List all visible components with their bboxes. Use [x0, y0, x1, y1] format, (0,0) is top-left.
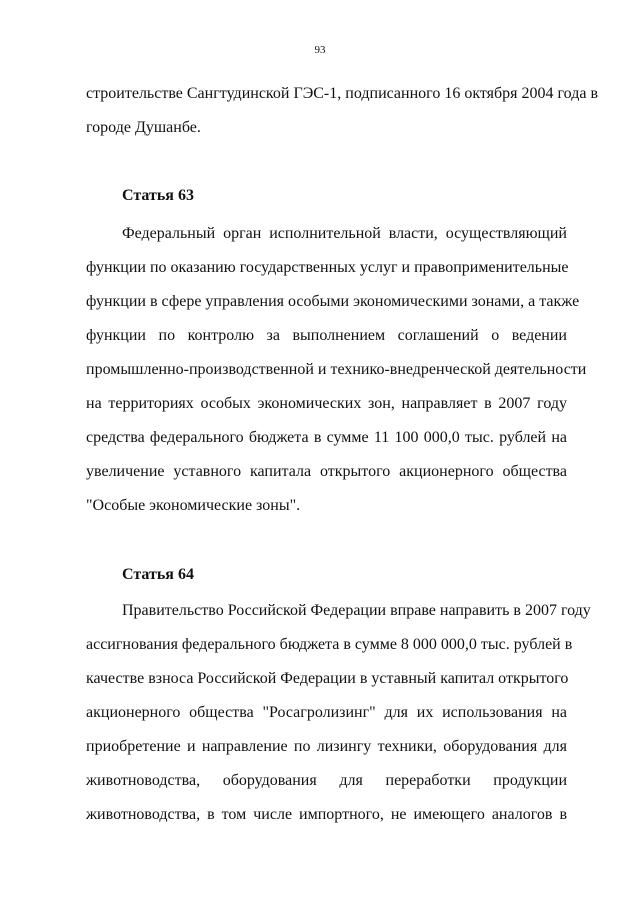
article-63-heading: Статья 63 [122, 187, 194, 204]
text-line: "Особые экономические зоны". [86, 497, 301, 514]
text-line: приобретение и направление по лизингу техники, оборудования для [86, 738, 567, 755]
text-line: Правительство Российской Федерации вправе направить в 2007 году [122, 602, 591, 619]
text-line: Федеральный орган исполнительной власти, осуществляющий [122, 225, 567, 242]
text-line: строительстве Сангтудинской ГЭС-1, подписанного 16 октября 2004 года в [86, 85, 599, 102]
text-line: акционерного общества "Росагролизинг" для их использования на [86, 704, 567, 721]
text-line: на территориях особых экономических зон, направляет в 2007 году [86, 395, 567, 412]
text-line: увеличение уставного капитала открытого акционерного общества [86, 463, 567, 480]
page-number: 93 [314, 44, 326, 56]
text-line: животноводства, оборудования для переработки продукции [86, 772, 567, 789]
text-line: промышленно-производственной и технико-внедренческой деятельности [86, 361, 587, 378]
article-64-heading: Статья 64 [122, 566, 194, 583]
text-line: животноводства, в том числе импортного, не имеющего аналогов в [86, 806, 567, 823]
text-line: функции в сфере управления особыми экономическими зонами, а также [86, 293, 580, 310]
text-line: качестве взноса Российской Федерации в уставный капитал открытого [86, 670, 569, 687]
text-line: средства федерального бюджета в сумме 11 100 000,0 тыс. рублей на [86, 429, 567, 446]
text-line: городе Душанбе. [86, 119, 201, 136]
text-line: функции по оказанию государственных услуг и правоприменительные [86, 259, 569, 276]
text-line: функции по контролю за выполнением соглашений о ведении [86, 327, 567, 344]
text-line: ассигнования федерального бюджета в сумме 8 000 000,0 тыс. рублей в [86, 636, 573, 653]
